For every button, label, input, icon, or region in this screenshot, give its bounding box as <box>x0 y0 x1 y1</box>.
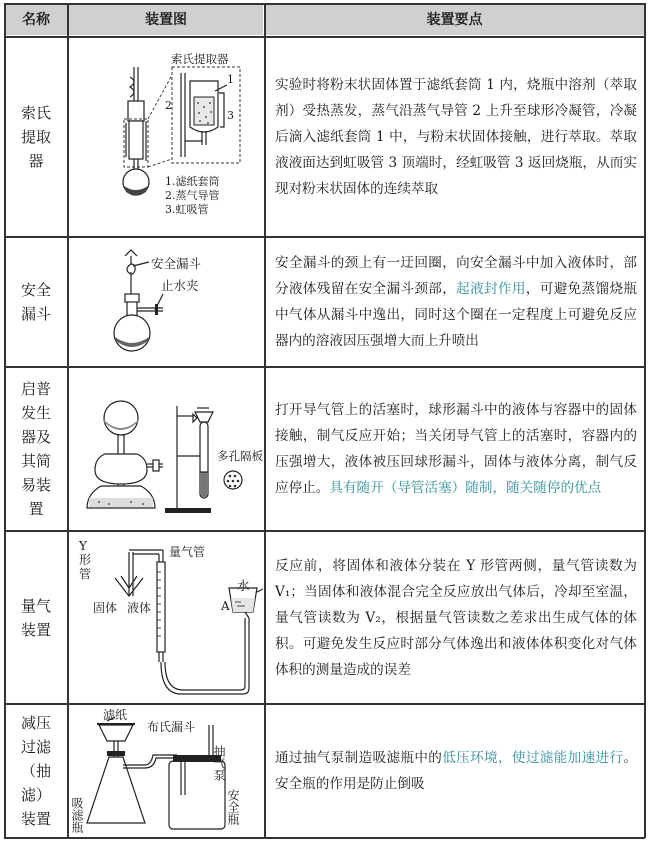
burette-label: 量气管 <box>169 545 206 559</box>
soxhlet-extractor-figure <box>69 37 263 236</box>
gas-measuring-figure <box>69 532 263 703</box>
gas-measuring-apparatus <box>115 550 257 694</box>
liquid-label: 液体 <box>127 601 152 615</box>
row-1-description: 实验时将粉末状固体置于滤纸套筒 1 内，烧瓶中溶剂（萃取剂）受热蒸发，蒸气沿蒸气导管 2 上升至球形冷凝管，冷凝后滴入滤纸套筒 1 中，与粉末状固体接触，进行萃取。萃取液液面达到虹吸管 3 顶端时，经虹吸管 3 返回烧瓶，从而实现对粉末状固体的连续萃取 <box>275 76 637 197</box>
header-name: 名称 <box>5 3 67 35</box>
table-divider-2 <box>264 3 266 838</box>
header-figure: 装置图 <box>69 3 263 35</box>
vacuum-pump-label: 抽气泵 <box>212 745 226 781</box>
y-label-guan: 管 <box>79 567 92 581</box>
row-1-name: 索氏提取器 <box>20 103 51 170</box>
safety-bottle-label: 安全瓶 <box>226 789 240 825</box>
soxhlet-label-1: 1 <box>227 73 234 86</box>
kipp-generator-diagram <box>69 368 263 530</box>
point-a-label: A <box>221 599 230 613</box>
highlight-kipp-advantage: 具有随开（导管活塞）随制，随关随停的优点 <box>329 480 602 496</box>
suction-flask-label: 吸滤瓶 <box>70 797 84 833</box>
vacuum-filtration-diagram <box>69 705 263 837</box>
porous-plate-label: 多孔隔板 <box>217 449 263 463</box>
highlight-liquid-seal: 起液封作用 <box>456 281 526 297</box>
soxhlet-title-label: 索氏提取器 <box>171 52 229 66</box>
clamp-label: 止水夹 <box>161 278 199 293</box>
row-3-name: 启普发生器及其简易装置 <box>20 380 51 518</box>
soxhlet-label-3: 3 <box>227 109 234 122</box>
safety-funnel-label: 安全漏斗 <box>151 256 202 271</box>
filter-paper-label: 滤纸 <box>103 708 128 722</box>
safety-funnel-diagram <box>69 238 263 366</box>
row-5-description: 通过抽气泵制造吸滤瓶中的低压环境，使过滤能加速进行。安全瓶的作用是防止倒吸 <box>275 750 637 792</box>
gas-measuring-diagram <box>69 532 263 703</box>
soxhlet-extractor-body <box>181 73 227 157</box>
soxhlet-legend-2: 2.蒸气导管 <box>165 189 220 202</box>
table-border-right <box>644 3 646 838</box>
soxhlet-legend-3: 3.虹吸管 <box>165 203 209 216</box>
highlight-low-pressure: 低压环境，使过滤能加速进行 <box>442 750 624 766</box>
table-border-top <box>4 3 645 5</box>
kipp-generator-figure <box>69 368 263 530</box>
water-label: 水 <box>237 578 250 593</box>
buchner-funnel-label: 布氏漏斗 <box>147 720 196 734</box>
row-4-name: 量气装置 <box>20 596 51 639</box>
row-3-description: 打开导气管上的活塞时，球形漏斗中的液体与容器中的固体接触，制气反应开始；当关闭导气管上的活塞时，容器内的压强增大，液体被压回球形漏斗，固体与液体分离，制气反应停止。具有随开（导管活塞）随制，随关随停的优点 <box>275 402 637 496</box>
header-points: 装置要点 <box>265 3 644 35</box>
vacuum-filtration-apparatus <box>87 723 225 829</box>
row-5-name: 减压过滤（抽滤）装置 <box>20 714 51 828</box>
y-label: Y <box>79 539 87 553</box>
row-2-description: 安全漏斗的颈上有一迂回圈，向安全漏斗中加入液体时，部分液体残留在安全漏斗颈部，起液封作用，可避免蒸馏烧瓶中气体从漏斗中逸出，同时这个圈在一定程度上可避免反应器内的溶液因压强增大而上升喷出 <box>275 255 638 349</box>
y-label-xing: 形 <box>79 553 92 567</box>
kipp-generator-apparatus <box>87 401 163 508</box>
soxhlet-extractor-diagram <box>69 37 263 236</box>
safety-funnel-figure <box>69 238 263 366</box>
soxhlet-small-assembly <box>123 67 149 195</box>
soxhlet-label-2: 2 <box>165 99 172 112</box>
row-4-description: 反应前，将固体和液体分装在 Y 形管两侧，量气管读数为 V₁；当固体和液体混合完全反应放出气体后，冷却至室温，量气管读数为 V₂，根据量气管读数之差求出生成气体的体积。可避免发生反应时部分气体逸出和液体体积变化对气体体积的测量造成的误差 <box>275 557 637 678</box>
soxhlet-legend-1: 1.滤纸套筒 <box>165 175 220 188</box>
vacuum-filtration-figure <box>69 705 263 837</box>
solid-label: 固体 <box>93 601 118 615</box>
row-2-name: 安全漏斗 <box>20 281 51 323</box>
table-border-bottom <box>4 837 645 839</box>
